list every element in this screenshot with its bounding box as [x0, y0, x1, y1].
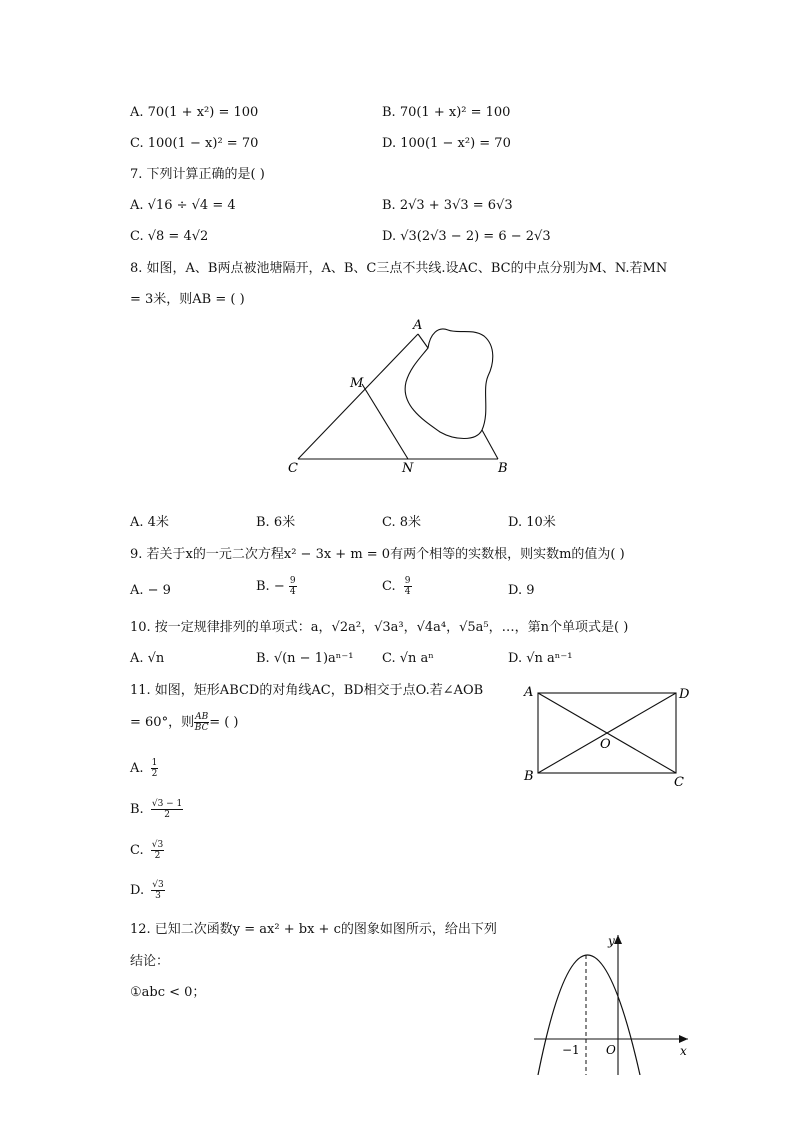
- label-n: N: [402, 461, 414, 476]
- q8-option-d[interactable]: D. 10米: [508, 515, 556, 530]
- q9-option-b[interactable]: [256, 576, 297, 597]
- fraction-numerator: 9: [289, 576, 296, 586]
- y-axis-label: y: [608, 934, 615, 948]
- q11-stem-prefix: = 60°，则: [130, 714, 195, 730]
- fraction-numerator: AB: [195, 712, 209, 722]
- q6-option-c[interactable]: C. 100(1 − x)² = 70: [130, 136, 259, 151]
- q8-option-c[interactable]: C. 8米: [382, 515, 422, 530]
- q9-option-c-prefix: C.: [382, 578, 396, 594]
- option-label: D.: [130, 882, 145, 898]
- q7-stem: 7. 下列计算正确的是( ): [130, 167, 265, 182]
- fraction-denominator: BC: [194, 723, 209, 733]
- fraction-ab-bc: [194, 712, 209, 733]
- label-a: A: [524, 685, 534, 700]
- q10-option-d[interactable]: D. √n aⁿ⁻¹: [508, 651, 573, 666]
- q10-option-c[interactable]: C. √n aⁿ: [382, 651, 434, 666]
- q8-option-b[interactable]: B. 6米: [256, 515, 296, 530]
- q9-option-c[interactable]: [382, 576, 412, 597]
- origin-label: O: [606, 1043, 616, 1057]
- fraction-denominator: 2: [154, 851, 161, 861]
- segment-ac: [298, 334, 418, 459]
- fraction: [151, 758, 159, 779]
- label-b: B: [524, 769, 534, 784]
- fraction: [151, 840, 164, 861]
- label-m: M: [350, 376, 364, 391]
- segment-ab-top: [418, 334, 428, 348]
- segment-ab-bottom: [482, 430, 498, 459]
- label-a: A: [413, 318, 423, 333]
- fraction-denominator: 3: [155, 891, 161, 901]
- q10-option-b[interactable]: B. √(n − 1)aⁿ⁻¹: [256, 651, 354, 666]
- q12-stem-line1: 12. 已知二次函数y = ax² + bx + c的图象如图所示，给出下列: [130, 922, 497, 937]
- fraction: [289, 576, 297, 597]
- fraction: [404, 576, 412, 597]
- fraction-denominator: 2: [151, 769, 158, 779]
- label-b: B: [498, 461, 508, 476]
- fraction-numerator: 1: [151, 758, 158, 768]
- fraction-numerator: √3 − 1: [151, 799, 183, 809]
- q11-option-d[interactable]: [130, 880, 165, 901]
- q11-option-a[interactable]: [130, 758, 158, 779]
- label-o: O: [600, 737, 611, 752]
- q11-figure: [518, 680, 698, 790]
- fraction-numerator: 9: [404, 576, 411, 586]
- tick-label-neg1: −1: [562, 1043, 580, 1057]
- q12-stem-line2: 结论：: [130, 954, 170, 969]
- option-label: B.: [130, 801, 144, 817]
- q11-stem-suffix: = ( ): [209, 714, 239, 730]
- q8-stem-line1: 8. 如图，A、B两点被池塘隔开，A、B、C三点不共线.设AC、BC的中点分别为M、N.若MN: [130, 261, 668, 276]
- segment-mn: [362, 384, 408, 459]
- fraction: [151, 880, 164, 901]
- q7-option-b[interactable]: B. 2√3 + 3√3 = 6√3: [382, 198, 513, 213]
- q11-stem-line1: 11. 如图，矩形ABCD的对角线AC，BD相交于点O.若∠AOB: [130, 683, 484, 698]
- q8-figure: [280, 312, 520, 482]
- q9-option-a[interactable]: A. − 9: [130, 583, 171, 598]
- label-d: D: [679, 687, 690, 702]
- fraction-numerator: √3: [152, 880, 164, 890]
- fraction-numerator: √3: [151, 840, 164, 850]
- fraction-denominator: 2: [164, 810, 170, 820]
- q8-stem-line2: = 3米，则AB = ( ): [130, 292, 245, 307]
- q7-option-c[interactable]: C. √8 = 4√2: [130, 229, 209, 244]
- q6-option-b[interactable]: B. 70(1 + x)² = 100: [382, 105, 511, 120]
- q10-option-a[interactable]: A. √n: [130, 651, 165, 666]
- q6-option-d[interactable]: D. 100(1 − x²) = 70: [382, 136, 511, 151]
- q12-conclusion-1: ①abc < 0；: [130, 985, 206, 1000]
- q9-option-b-prefix: B. −: [256, 578, 285, 594]
- x-axis-arrow-icon: [679, 1035, 688, 1043]
- option-label: A.: [130, 760, 144, 776]
- label-c: C: [674, 775, 684, 790]
- option-label: C.: [130, 842, 144, 858]
- q7-option-d[interactable]: D. √3(2√3 − 2) = 6 − 2√3: [382, 229, 551, 244]
- q9-stem: 9. 若关于x的一元二次方程x² − 3x + m = 0有两个相等的实数根，则实数m的值为( ): [130, 547, 625, 562]
- q9-option-d[interactable]: D. 9: [508, 583, 535, 598]
- q12-figure: [528, 925, 698, 1075]
- parabola-curve: [538, 955, 640, 1075]
- q10-stem: 10. 按一定规律排列的单项式：a，√2a²，√3a³，√4a⁴，√5a⁵，…，第n个单项式是( ): [130, 620, 629, 635]
- q6-option-a[interactable]: A. 70(1 + x²) = 100: [130, 105, 259, 120]
- q11-option-c[interactable]: [130, 840, 164, 861]
- y-axis-arrow-icon: [614, 935, 622, 944]
- q8-option-a[interactable]: A. 4米: [130, 515, 169, 530]
- q11-option-b[interactable]: [130, 799, 183, 820]
- x-axis-label: x: [680, 1044, 687, 1058]
- fraction: [151, 799, 183, 820]
- q7-option-a[interactable]: A. √16 ÷ √4 = 4: [130, 198, 236, 213]
- fraction-denominator: 4: [289, 587, 296, 597]
- label-c: C: [288, 461, 298, 476]
- fraction-denominator: 4: [404, 587, 411, 597]
- q11-stem-line2: [130, 712, 239, 733]
- pond-outline: [405, 329, 493, 439]
